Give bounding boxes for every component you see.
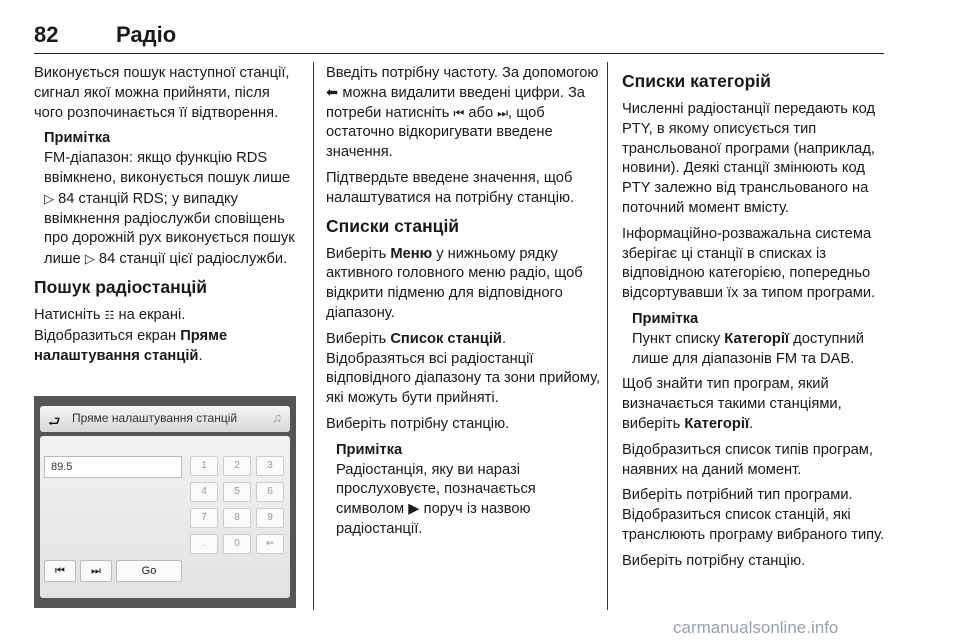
ui-term: Меню (390, 245, 433, 262)
page-ref-icon: ▷ (84, 251, 95, 267)
paragraph: Численні радіостанції передають код PTY, в якому описується тип транcльованої програми (наприклад, новини). Деякі станції змінюють код PTY залежно від транcльованого на поточний момент вмісту. (622, 101, 876, 216)
section-title: Радіо (116, 22, 177, 47)
ui-term: Категорії (684, 415, 750, 432)
key[interactable]: 6 (256, 482, 284, 502)
text: у нижньому рядку активного головного меню радіо, щоб відкрити підменю для відповідного діапазону. (326, 245, 583, 321)
heading-search: Пошук радіостанцій (34, 276, 208, 297)
note-text: FM-діапазон: якщо функцію RDS ввімкнено, виконується пошук лише (44, 150, 291, 186)
text: або (468, 104, 494, 121)
key[interactable]: 1 (190, 456, 218, 476)
column-3 (622, 64, 888, 578)
text: Введіть потрібну частоту. За допомогою (326, 65, 599, 81)
paragraph (34, 327, 302, 367)
frequency-input[interactable]: 89.5 (44, 456, 182, 478)
play-icon: ▶ (408, 501, 420, 518)
key[interactable]: 7 (190, 508, 218, 528)
paragraph: Відобразиться список типів програм, наявних на даний момент. (622, 441, 873, 478)
page-ref[interactable]: 84 (98, 251, 116, 268)
ui-term: Пряме налаштування станцій (34, 327, 228, 364)
paragraph: Виконується пошук наступної станції, сигнал якої можна прийняти, після чого розпочинається її відтворення. (34, 65, 290, 121)
paragraph: Інформаційно-розважальна система зберігає ці станції в списках із відповідною категорією, попередньо відсортувавши їх за типом програми. (622, 225, 876, 302)
screen-titlebar (40, 406, 290, 432)
note-text: станцій RDS; у випадку ввімкнення радіослужби сповіщень про дорожній рух виконується пошук лише (44, 190, 295, 268)
paragraph: Виберіть потрібну станцію. (622, 552, 806, 569)
page-number: 82 (34, 22, 59, 47)
text: Виберіть (326, 245, 387, 262)
screen-panel (40, 436, 290, 598)
note-text: станції цієї радіослужби. (119, 251, 288, 268)
text: Відобразиться екран (34, 327, 177, 344)
text: . (749, 415, 754, 432)
column-divider (607, 62, 608, 610)
heading-station-lists: Списки станцій (326, 215, 460, 236)
seek-forward-icon: ⏭ (497, 105, 509, 120)
text: . (198, 347, 203, 364)
note-text: поруч із назвою радіостанції. (336, 501, 531, 537)
note (34, 129, 302, 270)
key[interactable]: 8 (223, 508, 251, 528)
seek-forward-button[interactable]: ⏭ (80, 560, 112, 582)
page-ref-icon: ▷ (44, 190, 54, 206)
page-header (34, 14, 884, 54)
paragraph: Виберіть потрібну станцію. (326, 415, 510, 432)
text: Щоб знайти тип програм, який визначається такими станціями, виберіть (622, 376, 842, 432)
key[interactable]: 2 (223, 456, 251, 476)
paragraph (326, 330, 602, 409)
note-title: Примітка (632, 310, 699, 327)
key[interactable]: 4 (190, 482, 218, 502)
paragraph (34, 306, 302, 327)
backspace-icon: ⬅ (326, 84, 339, 101)
note-title: Примітка (44, 130, 111, 147)
text: можна видалити введені цифри. За потреби натисніть (326, 84, 585, 121)
column-2 (326, 64, 602, 546)
text: на екрані. (118, 306, 186, 323)
paragraph (326, 64, 602, 163)
key[interactable]: 3 (256, 456, 284, 476)
column-divider (313, 62, 314, 610)
key[interactable]: 0 (223, 534, 251, 554)
backspace-key[interactable]: ⇐ (256, 534, 284, 554)
note-title: Примітка (336, 441, 403, 458)
ui-term: Список станцій (390, 330, 502, 347)
text: Натисніть (34, 306, 101, 323)
paragraph: Виберіть потрібний тип програми. Відобразиться список станцій, які транслюють програму вибраного типу. (622, 487, 885, 543)
go-button[interactable]: Go (116, 560, 182, 582)
seek-back-button[interactable]: ⏮ (44, 560, 76, 582)
key[interactable]: 9 (256, 508, 284, 528)
tune-icon: ☷ (104, 309, 115, 322)
paragraph: Підтвердьте введене значення, щоб налаштуватися на потрібну станцію. (326, 169, 575, 206)
seek-back-icon: ⏮ (453, 105, 465, 120)
ui-term: Категорії (724, 330, 790, 347)
text: , щоб остаточно відкоригувати введене значення. (326, 104, 553, 161)
music-note-icon: ♫ (272, 410, 282, 425)
note (622, 310, 888, 369)
text: Відобразяться всі радіостанції відповідного діапазону та зони прийому, які можуть бути прийняті. (326, 350, 601, 407)
text: Виберіть (326, 330, 387, 347)
page-ref[interactable]: 84 (58, 190, 75, 207)
screen-title: Пряме налаштування станцій (72, 411, 238, 425)
column-1 (34, 64, 302, 372)
note-text: Пункт списку (632, 330, 721, 347)
back-icon[interactable]: ⮐ (48, 413, 61, 429)
paragraph (622, 375, 888, 434)
heading-categories: Списки категорій (622, 71, 771, 91)
note-text: доступний лише для діапазонів FM та DAB. (632, 330, 864, 367)
direct-tuning-screenshot (34, 396, 296, 608)
paragraph (326, 245, 602, 324)
key[interactable]: 5 (223, 482, 251, 502)
key[interactable]: . (190, 534, 218, 554)
watermark: carmanualsonline.info (673, 618, 839, 637)
note-text: Радіостанція, яку ви наразі прослуховуєте, позначається символом (336, 461, 536, 518)
text: . (501, 330, 507, 347)
note (326, 441, 602, 540)
